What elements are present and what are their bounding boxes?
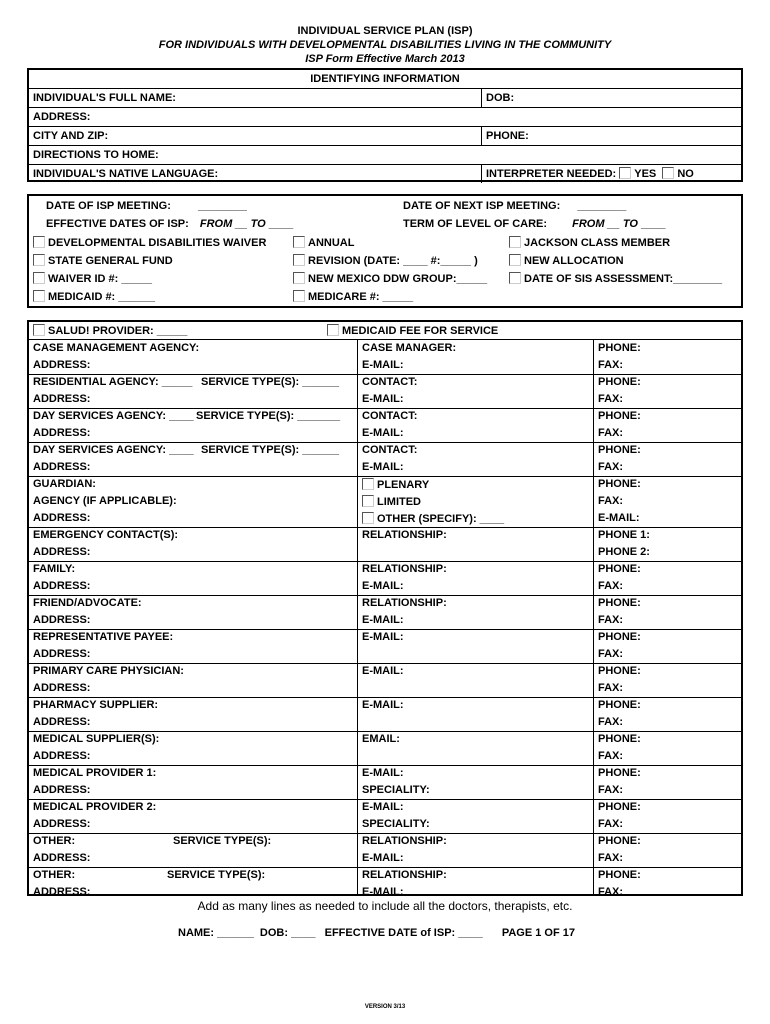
fax-label: FAX: <box>598 359 624 371</box>
contact-detail-label: SPECIALITY: <box>362 784 430 796</box>
address-label: ADDRESS: <box>33 111 91 123</box>
service-type-label: SERVICE TYPE(S): ______ <box>201 444 339 456</box>
phone-label: PHONE: <box>598 767 641 779</box>
contact-type-label: MEDICAL PROVIDER 2: <box>33 801 157 813</box>
new-allocation-checkbox[interactable] <box>509 254 521 266</box>
language-row[interactable] <box>29 165 741 183</box>
phone-label: PHONE: <box>598 665 641 677</box>
footer-name-label: NAME: <box>178 927 215 939</box>
date-isp-meeting-field[interactable] <box>46 200 247 213</box>
contact-detail-label: SPECIALITY: <box>362 818 430 830</box>
ddw-group-option[interactable] <box>293 272 487 286</box>
contact-type-label: PHARMACY SUPPLIER: <box>33 699 159 711</box>
fax-label: FAX: <box>598 580 624 592</box>
identifying-section <box>27 68 743 182</box>
address-label: ADDRESS: <box>33 580 91 592</box>
jackson-option[interactable] <box>509 236 670 250</box>
no-label: NO <box>677 168 694 180</box>
provider-subrow[interactable] <box>29 714 741 732</box>
salud-checkbox[interactable] <box>33 324 45 336</box>
fax-label: FAX: <box>598 750 624 762</box>
yes-label: YES <box>634 168 657 180</box>
other-specify-label: OTHER (SPECIFY): ____ <box>377 513 505 525</box>
address-row[interactable] <box>29 108 741 127</box>
phone-label: PHONE: <box>598 631 641 643</box>
native-language-label: INDIVIDUAL'S NATIVE LANGUAGE: <box>33 168 219 180</box>
phone-label: PHONE: <box>598 801 641 813</box>
fax-label: FAX: <box>598 427 624 439</box>
medicaid-option[interactable] <box>33 290 155 304</box>
medicare-label: MEDICARE #: _____ <box>308 291 414 303</box>
footer-effective-blank[interactable]: ____ <box>458 927 483 939</box>
provider-subrow[interactable] <box>29 748 741 766</box>
date-next-meeting-blank: ________ <box>577 200 627 212</box>
fax-label: FAX: <box>598 784 624 796</box>
address-label: ADDRESS: <box>33 682 91 694</box>
address-label: ADDRESS: <box>33 359 91 371</box>
form-title: INDIVIDUAL SERVICE PLAN (ISP) <box>297 25 473 37</box>
address-label: ADDRESS: <box>33 546 91 558</box>
agency-label: CASE MANAGEMENT AGENCY: <box>33 342 200 354</box>
address-label: ADDRESS: <box>33 886 91 898</box>
contact-type-label: OTHER: <box>33 835 76 847</box>
jackson-label: JACKSON CLASS MEMBER <box>524 237 671 249</box>
address-label: ADDRESS: <box>33 750 91 762</box>
fax-label: FAX: <box>598 716 624 728</box>
plenary-label: PLENARY <box>377 479 430 491</box>
medicaid-fee-label: MEDICAID FEE FOR SERVICE <box>342 325 499 337</box>
email-label: E-MAIL: <box>362 393 404 405</box>
fax-label: PHONE 2: <box>598 546 650 558</box>
medicaid-fee-checkbox[interactable] <box>327 324 339 336</box>
medicare-option[interactable] <box>293 290 413 304</box>
phone-label: PHONE: <box>598 563 641 575</box>
new-allocation-label: NEW ALLOCATION <box>524 255 624 267</box>
contact-detail-label: E-MAIL: <box>362 614 404 626</box>
contact-type-label: PRIMARY CARE PHYSICIAN: <box>33 665 184 677</box>
contact-type-label: EMERGENCY CONTACT(S): <box>33 529 179 541</box>
contact-detail-label: RELATIONSHIP: <box>362 563 447 575</box>
contact-label: CONTACT: <box>362 376 418 388</box>
contact-type-label: MEDICAL SUPPLIER(S): <box>33 733 160 745</box>
footer-dob-label: DOB: <box>259 927 289 939</box>
dob-label: DOB: <box>486 92 515 104</box>
page-number: PAGE 1 OF 17 <box>501 927 575 939</box>
address-label: ADDRESS: <box>33 716 91 728</box>
contact-type-label: FRIEND/ADVOCATE: <box>33 597 142 609</box>
contact-detail-label: E-MAIL: <box>362 665 404 677</box>
contact-detail-label: RELATIONSHIP: <box>362 835 447 847</box>
fax-label: FAX: <box>598 461 624 473</box>
meeting-section <box>27 194 743 308</box>
waiver-id-label: WAIVER ID #: _____ <box>48 273 152 285</box>
interpreter-label: INTERPRETER NEEDED: <box>486 168 617 180</box>
phone-label: PHONE: <box>598 478 641 490</box>
contact-type-label: MEDICAL PROVIDER 1: <box>33 767 157 779</box>
phone-label: PHONE: <box>598 699 641 711</box>
limited-label: LIMITED <box>377 496 421 508</box>
divider <box>481 89 482 107</box>
phone-label: PHONE: <box>598 597 641 609</box>
phone-label: PHONE 1: <box>598 529 650 541</box>
phone-label: PHONE: <box>598 869 641 881</box>
sis-date-label: DATE OF SIS ASSESSMENT:________ <box>524 273 723 285</box>
fax-label: FAX: <box>598 495 624 507</box>
effective-dates-label: EFFECTIVE DATES OF ISP: <box>46 218 189 230</box>
agency-label: DAY SERVICES AGENCY: ____ <box>33 444 194 456</box>
divider <box>481 165 482 183</box>
contact-label: CONTACT: <box>362 444 418 456</box>
waiver-id-checkbox[interactable] <box>33 272 45 284</box>
directions-row[interactable] <box>29 146 741 165</box>
state-fund-checkbox[interactable] <box>33 254 45 266</box>
effective-dates-field[interactable] <box>46 218 293 231</box>
other-specify-option[interactable] <box>362 512 504 526</box>
address-label: ADDRESS: <box>33 818 91 830</box>
fax-label: FAX: <box>598 852 624 864</box>
footer-dob-blank[interactable]: ____ <box>291 927 316 939</box>
phone-label: PHONE: <box>598 342 641 354</box>
medicaid-fee-option[interactable] <box>327 324 498 338</box>
service-type-label: SERVICE TYPE(S): _______ <box>196 410 341 422</box>
footer-note: Add as many lines as needed to include all the doctors, therapists, etc. <box>197 899 573 913</box>
phone-label: PHONE: <box>598 835 641 847</box>
footer-line <box>178 927 575 940</box>
sis-date-checkbox[interactable] <box>509 272 521 284</box>
form-effective: ISP Form Effective March 2013 <box>305 53 465 65</box>
provider-subrow[interactable] <box>29 646 741 664</box>
address-label: ADDRESS: <box>33 648 91 660</box>
plenary-option[interactable] <box>362 478 429 492</box>
footer-effective-label: EFFECTIVE DATE of ISP: <box>324 927 456 939</box>
address-label: ADDRESS: <box>33 427 91 439</box>
city-zip-row[interactable] <box>29 127 741 146</box>
phone-label: PHONE: <box>598 410 641 422</box>
contact-type-label: REPRESENTATIVE PAYEE: <box>33 631 174 643</box>
identifying-title: IDENTIFYING INFORMATION <box>310 73 460 85</box>
revision-option[interactable] <box>293 254 478 268</box>
divider <box>481 127 482 145</box>
service-type-label: SERVICE TYPE(S): ______ <box>201 376 339 388</box>
yes-checkbox[interactable] <box>619 167 631 179</box>
jackson-checkbox[interactable] <box>509 236 521 248</box>
other-checkbox[interactable] <box>362 512 374 524</box>
fax-label: FAX: <box>598 682 624 694</box>
state-fund-option[interactable] <box>33 254 173 268</box>
ddw-group-label: NEW MEXICO DDW GROUP:_____ <box>308 273 488 285</box>
plenary-checkbox[interactable] <box>362 478 374 490</box>
contact-detail-label: E-MAIL: <box>362 699 404 711</box>
contact-detail-label: E-MAIL: <box>362 801 404 813</box>
waiver-id-option[interactable] <box>33 272 152 286</box>
form-subtitle: FOR INDIVIDUALS WITH DEVELOPMENTAL DISABILITIES LIVING IN THE COMMUNITY <box>158 39 612 51</box>
email-label: E-MAIL: <box>362 461 404 473</box>
effective-blank: ____ <box>268 218 294 230</box>
contact-detail-label: RELATIONSHIP: <box>362 597 447 609</box>
sis-date-option[interactable] <box>509 272 722 286</box>
no-checkbox[interactable] <box>662 167 674 179</box>
contact-detail-label: RELATIONSHIP: <box>362 869 447 881</box>
agency-label: RESIDENTIAL AGENCY: _____ <box>33 376 193 388</box>
phone-label: PHONE: <box>598 376 641 388</box>
limited-checkbox[interactable] <box>362 495 374 507</box>
fax-label: FAX: <box>598 818 624 830</box>
fax-label: FAX: <box>598 648 624 660</box>
state-fund-label: STATE GENERAL FUND <box>48 255 173 267</box>
agency-label: DAY SERVICES AGENCY: ____ <box>33 410 194 422</box>
footer-name-blank[interactable]: ______ <box>217 927 254 939</box>
date-isp-meeting-label: DATE OF ISP MEETING: <box>46 200 171 212</box>
term-from-to: FROM __ TO <box>572 218 638 230</box>
contact-detail-label: E-MAIL: <box>362 886 404 898</box>
address-label: ADDRESS: <box>33 784 91 796</box>
directions-label: DIRECTIONS TO HOME: <box>33 149 159 161</box>
address-label: ADDRESS: <box>33 852 91 864</box>
medicaid-label: MEDICAID #: ______ <box>48 291 155 303</box>
email-label: E-MAIL: <box>362 359 404 371</box>
phone-label: PHONE: <box>598 444 641 456</box>
contact-detail-label: E-MAIL: <box>362 767 404 779</box>
term-blank: ____ <box>640 218 666 230</box>
address-label: ADDRESS: <box>33 614 91 626</box>
revision-label: REVISION (DATE: ____ #:_____ ) <box>308 255 478 267</box>
revision-checkbox[interactable] <box>293 254 305 266</box>
service-type-label: SERVICE TYPE(S): <box>173 835 272 847</box>
date-next-meeting-field[interactable] <box>403 200 626 213</box>
contact-detail-label: EMAIL: <box>362 733 400 745</box>
funding-row <box>29 322 741 340</box>
contact-type-label: OTHER: <box>33 869 76 881</box>
effective-from-to: FROM __ TO <box>199 218 266 230</box>
date-next-meeting-label: DATE OF NEXT ISP MEETING: <box>403 200 561 212</box>
email-label: E-MAIL: <box>362 427 404 439</box>
contact-type-label: FAMILY: <box>33 563 76 575</box>
salud-option[interactable] <box>33 324 187 338</box>
service-type-label: SERVICE TYPE(S): <box>167 869 266 881</box>
fax-label: FAX: <box>598 614 624 626</box>
full-name-row[interactable] <box>29 89 741 108</box>
full-name-label: INDIVIDUAL'S FULL NAME: <box>33 92 176 104</box>
annual-option[interactable] <box>293 236 354 250</box>
contact-detail-label: E-MAIL: <box>362 852 404 864</box>
term-field[interactable] <box>403 218 665 231</box>
fax-label: FAX: <box>598 886 624 898</box>
medicare-checkbox[interactable] <box>293 290 305 302</box>
guardian-agency-label: AGENCY (IF APPLICABLE): <box>33 495 177 507</box>
identifying-title-row <box>29 70 741 89</box>
date-isp-meeting-blank: ________ <box>197 200 247 212</box>
ddw-group-checkbox[interactable] <box>293 272 305 284</box>
dd-waiver-option[interactable] <box>33 236 266 250</box>
fax-label: FAX: <box>598 393 624 405</box>
salud-label: SALUD! PROVIDER: _____ <box>48 325 188 337</box>
version-label: VERSION 3/13 <box>364 1004 406 1010</box>
contact-detail-label: E-MAIL: <box>362 580 404 592</box>
address-label: ADDRESS: <box>33 461 91 473</box>
address-label: ADDRESS: <box>33 393 91 405</box>
dd-waiver-checkbox[interactable] <box>33 236 45 248</box>
new-allocation-option[interactable] <box>509 254 624 268</box>
providers-section <box>27 320 743 896</box>
annual-label: ANNUAL <box>308 237 355 249</box>
contact-detail-label: RELATIONSHIP: <box>362 529 447 541</box>
term-label: TERM OF LEVEL OF CARE: <box>403 218 548 230</box>
city-zip-label: CITY AND ZIP: <box>33 130 109 142</box>
email-label: E-MAIL: <box>598 512 640 524</box>
medicaid-checkbox[interactable] <box>33 290 45 302</box>
annual-checkbox[interactable] <box>293 236 305 248</box>
phone-label: PHONE: <box>486 130 529 142</box>
contact-detail-label: E-MAIL: <box>362 631 404 643</box>
limited-option[interactable] <box>362 495 421 509</box>
phone-label: PHONE: <box>598 733 641 745</box>
provider-subrow[interactable] <box>29 680 741 698</box>
contact-label: CASE MANAGER: <box>362 342 457 354</box>
guardian-label: GUARDIAN: <box>33 478 96 490</box>
dd-waiver-label: DEVELOPMENTAL DISABILITIES WAIVER <box>48 237 267 249</box>
guardian-address-label: ADDRESS: <box>33 512 91 524</box>
interpreter-field <box>486 165 694 183</box>
contact-label: CONTACT: <box>362 410 418 422</box>
